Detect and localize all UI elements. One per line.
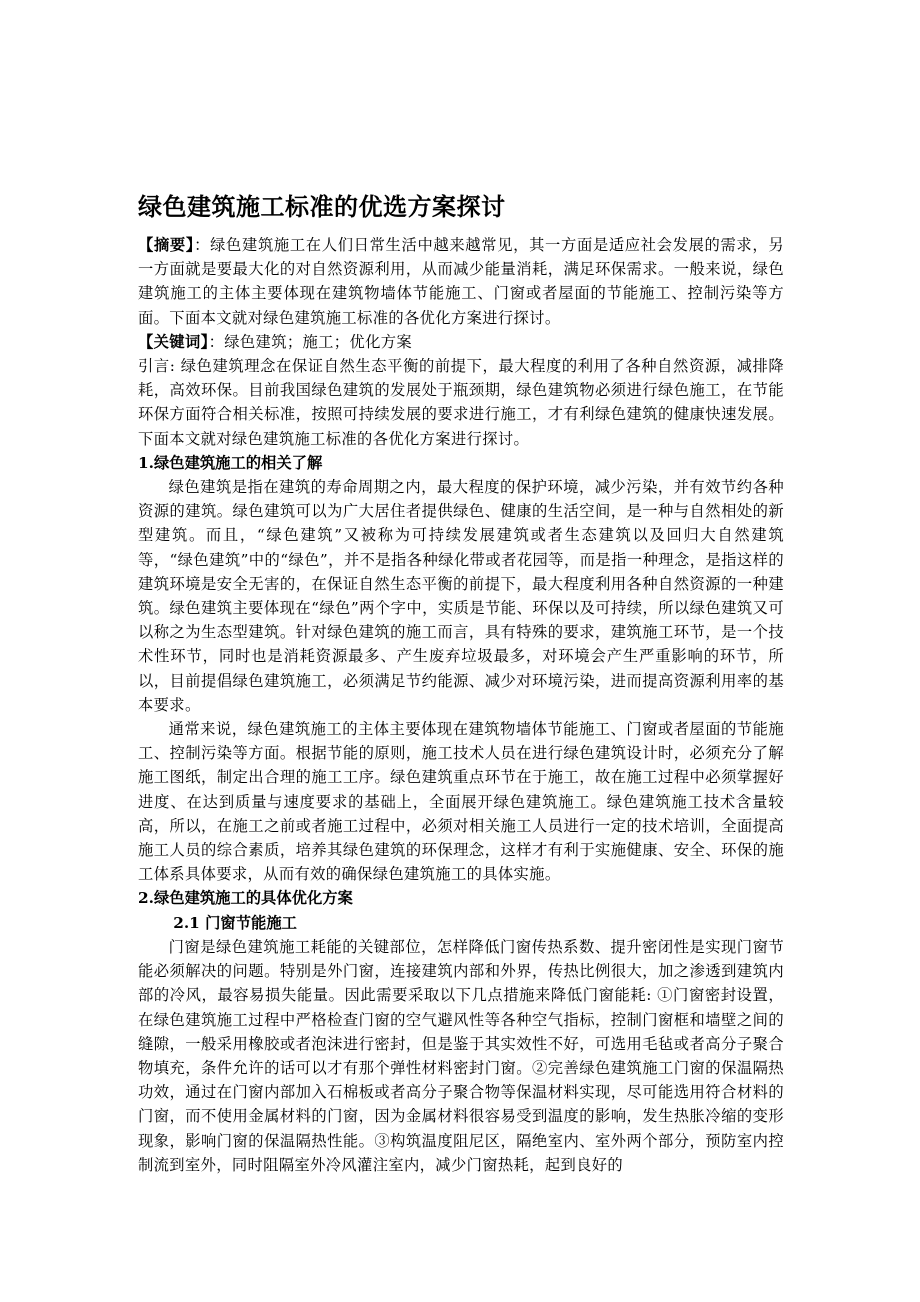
intro-paragraph: 引言: 绿色建筑理念在保证自然生态平衡的前提下，最大程度的利用了各种自然资源，减排降耗，高效环保。目前我国绿色建筑的发展处于瓶颈期，绿色建筑物必须进行绿色施工，在节能环保方面符合相关标准，按照可持续发展的要求进行施工，才有利绿色建筑的健康快速发展。下面本文就对绿色建筑施工标准的各优化方案进行探讨。 xyxy=(138,357,784,448)
section2-heading: 2.绿色建筑施工的具体优化方案 xyxy=(138,889,353,908)
section2-1-paragraph: 门窗是绿色建筑施工耗能的关键部位，怎样降低门窗传热系数、提升密闭性是实现门窗节能必须解决的问题。特别是外门窗，连接建筑内部和外界，传热比例很大，加之渗透到建筑内部的冷风，最容易损失能量。因此需要采取以下几点措施来降低门窗能耗: ①门窗密封设置，在绿色建筑施工过程中严格检查门窗的空气避风性等各种空气指标，控制门窗框和墙壁之间的缝隙，一般采用橡胶或者泡沫进行密封，但是鉴于其实效性不好，可选用毛毡或者高分子聚合物填充，条件允许的话可以才有那个弹性材料密封门窗。②完善绿色建筑施工门窗的保温隔热功效，通过在门窗内部加入石棉板或者高分子聚合物等保温材料实现，尽可能选用符合材料的门窗，而不使用金属材料的门窗，因为金属材料很容易受到温度的影响，发生热胀冷缩的变形现象，影响门窗的保温隔热性能。③构筑温度阻尼区，隔绝室内、室外两个部分，预防室内控制流到室外，同时阻隔室外冷风灌注室内，减少门窗热耗，起到良好的 xyxy=(138,937,784,1174)
document-title: 绿色建筑施工标准的优选方案探讨 xyxy=(138,193,506,221)
section2-1-heading: 2.1 门窗节能施工 xyxy=(173,913,297,932)
section1-heading: 1.绿色建筑施工的相关了解 xyxy=(138,453,323,472)
abstract-text: 绿色建筑施工在人们日常生活中越来越常见，其一方面是适应社会发展的需求，另一方面就是要最大化的对自然资源利用，从而减少能量消耗，满足环保需求。一般来说，绿色建筑施工的主体主要体现在建筑物墙体节能施工、门窗或者屋面的节能施工、控制污染等方面。下面本文就对绿色建筑施工标准的各优化方案进行探讨。 xyxy=(138,236,784,327)
keywords-label: 【关键词】 xyxy=(138,332,209,351)
keywords-colon: ： xyxy=(208,332,225,351)
section1-paragraph-2: 通常来说，绿色建筑施工的主体主要体现在建筑物墙体节能施工、门窗或者屋面的节能施工、控制污染等方面。根据节能的原则，施工技术人员在进行绿色建筑设计时，必须充分了解施工图纸，制定出合理的施工工序。绿色建筑重点环节在于施工，故在施工过程中必须掌握好进度、在达到质量与速度要求的基础上，全面展开绿色建筑施工。绿色建筑施工技术含量较高，所以，在施工之前或者施工过程中，必须对相关施工人员进行一定的技术培训，全面提高施工人员的综合素质，培养其绿色建筑的环保理念，这样才有利于实施健康、安全、环保的施工体系具体要求，从而有效的确保绿色建筑施工的具体实施。 xyxy=(138,720,784,884)
keywords-paragraph xyxy=(138,330,784,354)
keywords-text: 绿色建筑；施工；优化方案 xyxy=(224,332,413,351)
abstract-paragraph xyxy=(138,233,784,330)
abstract-colon: ： xyxy=(194,236,211,254)
abstract-label: 【摘要】 xyxy=(138,236,195,254)
section1-paragraph-1: 绿色建筑是指在建筑的寿命周期之内，最大程度的保护环境，减少污染，并有效节约各种资源的建筑。绿色建筑可以为广大居住者提供绿色、健康的生活空间，是一种与自然相处的新型建筑。而且，“绿色建筑”又被称为可持续发展建筑或者生态建筑以及回归大自然建筑等，“绿色建筑”中的“绿色”，并不是指各种绿化带或者花园等，而是指一种理念，是指这样的建筑环境是安全无害的，在保证自然生态平衡的前提下，最大程度利用各种自然资源的一种建筑。绿色建筑主要体现在“绿色”两个字中，实质是节能、环保以及可持续，所以绿色建筑又可以称之为生态型建筑。针对绿色建筑的施工而言，具有特殊的要求，建筑施工环节，是一个技术性环节，同时也是消耗资源最多、产生废弃垃圾最多，对环境会产生严重影响的环节，所以，目前提倡绿色建筑施工，必须满足节约能源、减少对环境污染，进而提高资源利用率的基本要求。 xyxy=(138,478,784,714)
